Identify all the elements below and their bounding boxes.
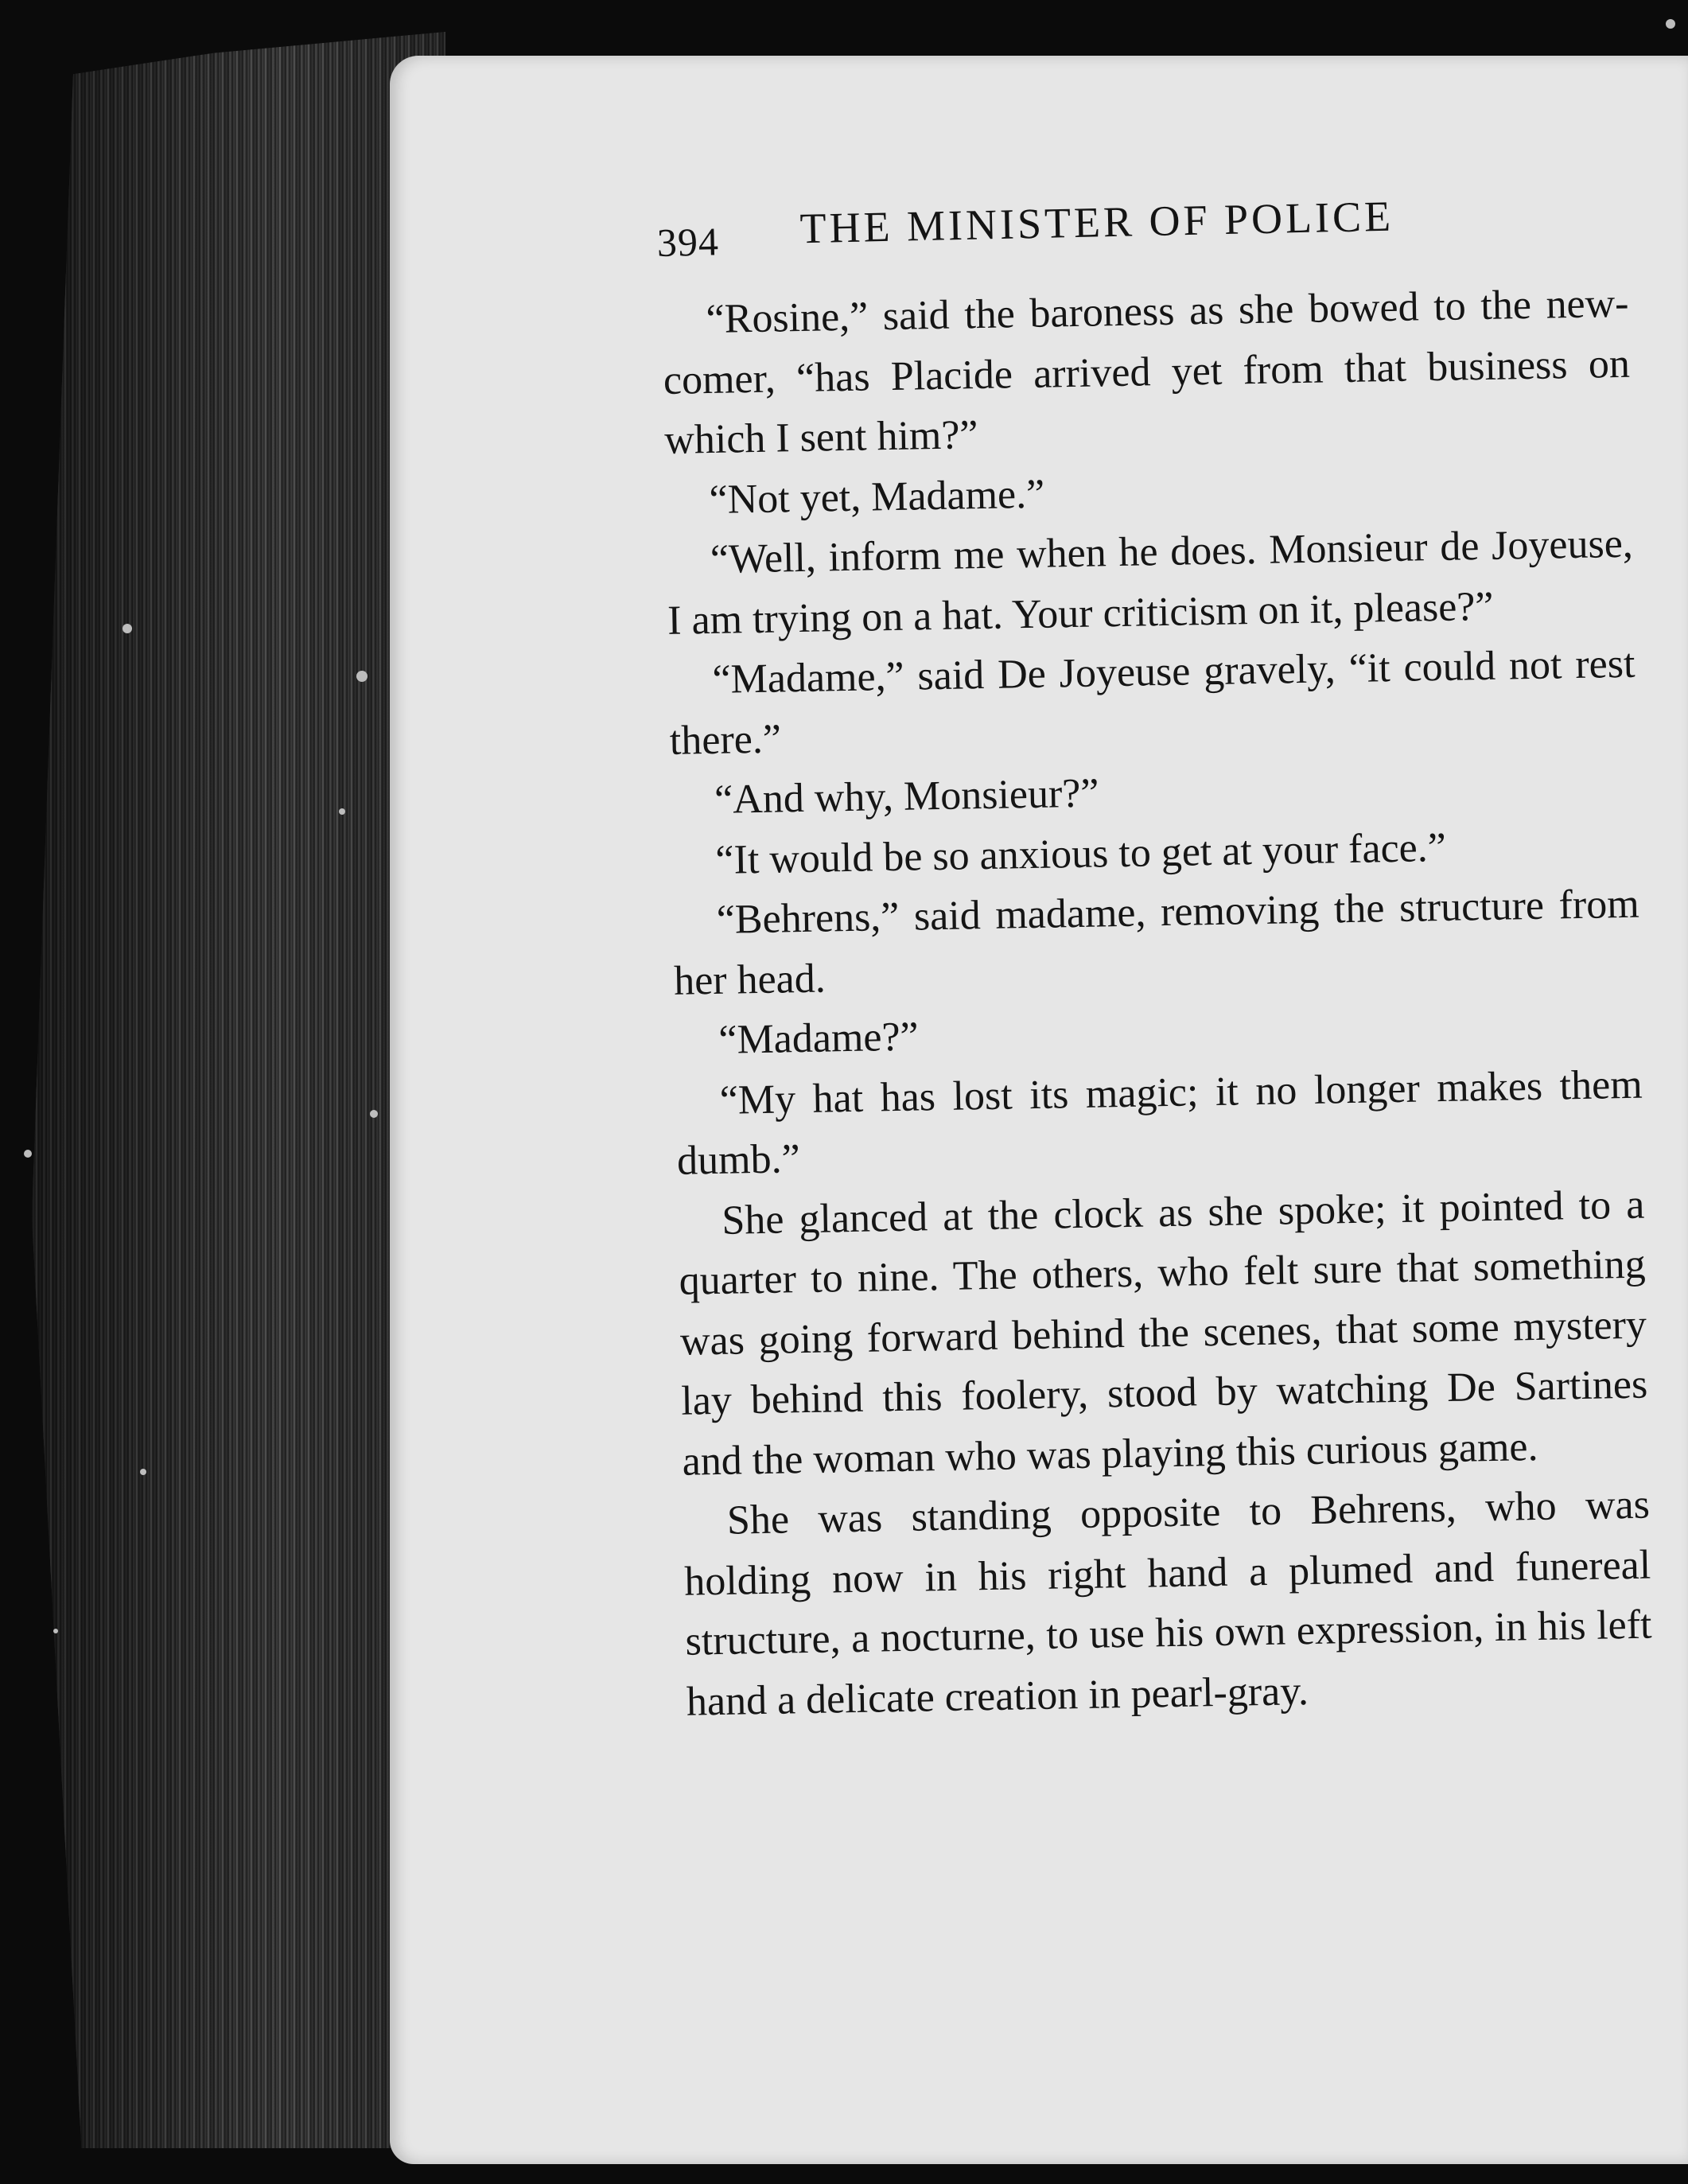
paragraph: “Rosine,” said the baroness as she bowed to the new-comer, “has Placide arrived yet from that business on which I sent him?”	[663, 280, 1631, 463]
paragraph: “My hat has lost its magic; it no longer makes them dumb.”	[676, 1061, 1643, 1184]
paragraph: “Well, inform me when he does. Monsieur de Joyeuse, I am trying on a hat. Your criticism on it, please?”	[667, 520, 1634, 644]
paragraph: “It would be so anxious to get at your face.”	[715, 824, 1447, 883]
paragraph: “Madame?”	[718, 1014, 920, 1063]
paragraph: “And why, Monsieur?”	[714, 770, 1099, 823]
paragraph: She was standing opposite to Behrens, who was holding now in his right hand a plumed and funereal structure, a nocturne, to use his own expression, in his left hand a delicate creation in pearl-gray.	[683, 1481, 1652, 1725]
page-edges-shadow	[32, 32, 445, 2148]
paragraph: She glanced at the clock as she spoke; it pointed to a quarter to nine. The others, who felt sure that something was going forward behind the scenes, that some mystery lay behind this foolery, stood by watching De Sartines and the woman who was playing this curious game.	[679, 1182, 1648, 1485]
running-title: THE MINISTER OF POLICE	[799, 192, 1394, 253]
paragraph: “Madame,” said De Joyeuse gravely, “it could not rest there.”	[669, 640, 1635, 764]
body-text	[662, 274, 1653, 1732]
paragraph: “Not yet, Madame.”	[709, 471, 1045, 523]
running-head	[656, 189, 1485, 278]
paragraph: “Behrens,” said madame, removing the structure from her head.	[673, 881, 1640, 1004]
page-number: 394	[656, 219, 720, 265]
printed-page	[390, 56, 1688, 2164]
